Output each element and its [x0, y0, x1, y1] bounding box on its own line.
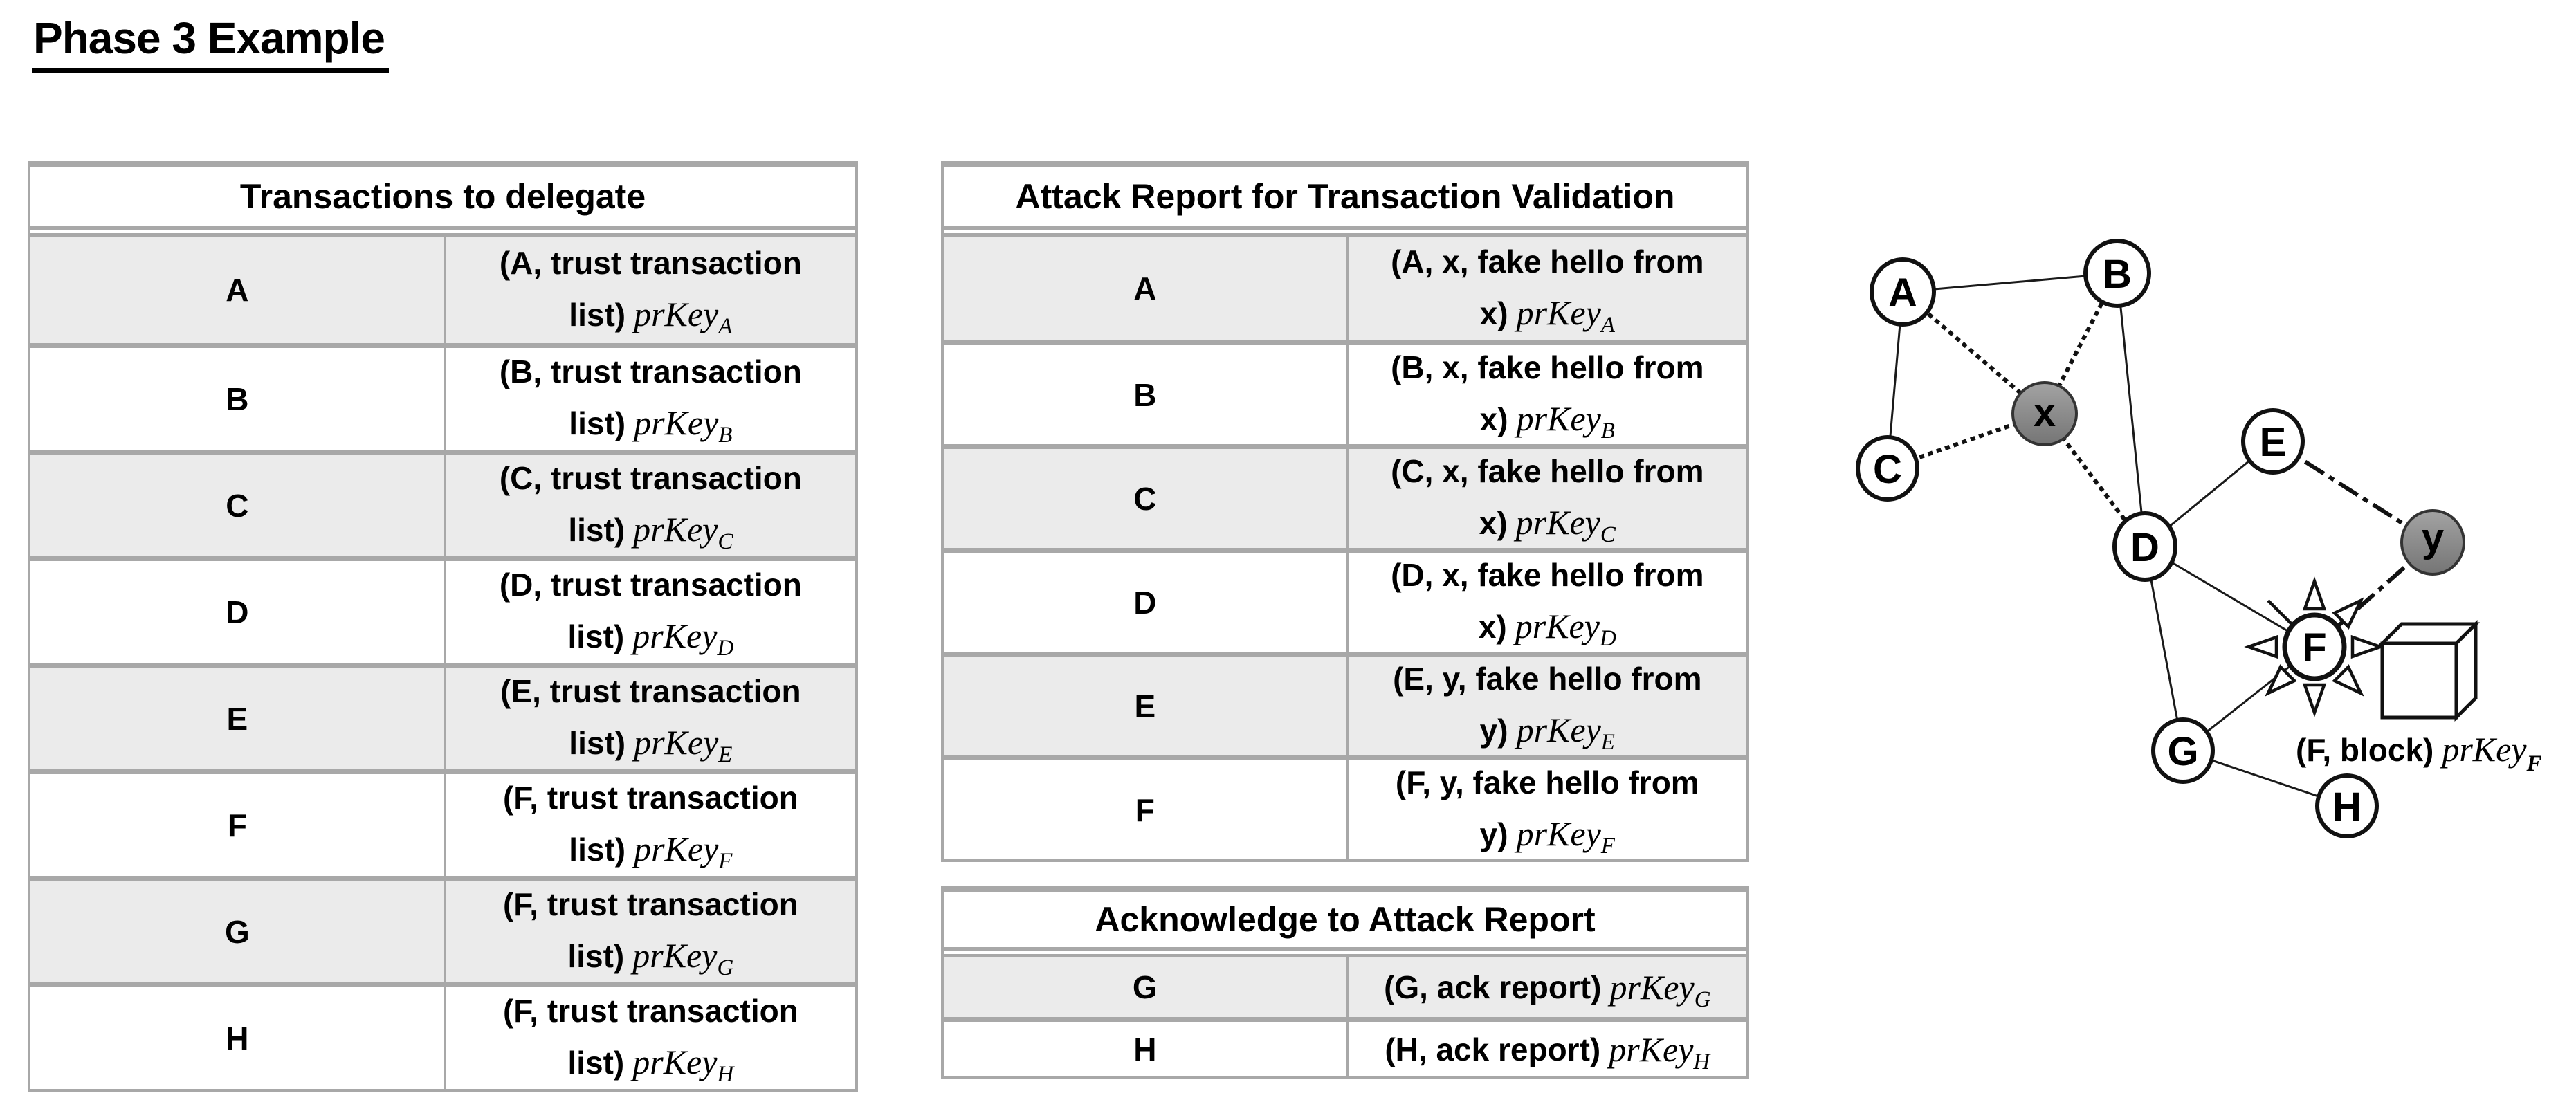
prkey-math: prKey$_H$: [1609, 1029, 1710, 1074]
acknowledge-table: [941, 886, 1749, 1079]
node-h-label: H: [2332, 785, 2362, 830]
table-row: [944, 1017, 1746, 1076]
node-id-cell: F: [30, 774, 446, 876]
signed-message-cell: (F, trust transaction list) prKey$_H$: [502, 993, 798, 1088]
signed-message-cell: (A, x, fake hello from x) prKey$_A$: [1391, 243, 1704, 338]
edge-b-d: [2117, 273, 2145, 547]
prkey-math: prKey$_F$: [1516, 814, 1615, 859]
node-id-cell: B: [30, 348, 446, 450]
prkey-math: prKey$_G$: [1609, 968, 1711, 1012]
signed-message-cell: (C, trust transaction list) prKey$_C$: [499, 460, 802, 555]
signed-message-cell: (E, y, fake hello from y) prKey$_E$: [1393, 661, 1702, 755]
node-B: [2085, 241, 2149, 306]
signed-message-cell: (F, trust transaction list) prKey$_G$: [502, 886, 798, 981]
prkey-math: prKey$_B$: [1516, 399, 1615, 444]
node-id-cell: B: [944, 345, 1349, 444]
node-id-cell: C: [30, 455, 446, 556]
prkey-math: prKey$_F$: [634, 830, 733, 874]
table-row: [30, 769, 855, 876]
table-title: Acknowledge to Attack Report: [1095, 900, 1596, 939]
table-row: [30, 237, 855, 343]
table-row: [944, 548, 1746, 652]
table-row: [944, 957, 1746, 1017]
node-H: [2317, 776, 2377, 836]
signed-message-cell: (B, x, fake hello from x) prKey$_B$: [1391, 349, 1704, 444]
signed-message-cell: (F, y, fake hello from y) prKey$_F$: [1395, 764, 1699, 859]
node-y-attacker: [2402, 511, 2464, 574]
table-row: [30, 982, 855, 1089]
network-diagram: [1799, 208, 2576, 1109]
header-divider: [944, 947, 1746, 957]
prkey-math: prKey$_E$: [634, 723, 733, 768]
node-x-label: x: [2033, 390, 2056, 435]
transactions-to-delegate-table: [28, 161, 858, 1092]
table-row: [30, 663, 855, 769]
block-cube-icon: [2382, 624, 2476, 717]
node-id-cell: D: [30, 561, 446, 663]
signed-message-cell: (F, trust transaction list) prKey$_F$: [502, 780, 798, 874]
node-id-cell: H: [30, 987, 446, 1089]
node-id-cell: A: [944, 237, 1349, 340]
prkey-math: prKey$_H$: [632, 1043, 734, 1088]
prkey-math: prKey$_C$: [1515, 503, 1616, 548]
node-b-label: B: [2103, 252, 2132, 297]
node-id-cell: F: [944, 760, 1349, 859]
node-g-label: G: [2167, 729, 2199, 774]
node-D: [2114, 513, 2175, 580]
node-f-label: F: [2302, 625, 2327, 670]
signed-message-cell: (D, x, fake hello from x) prKey$_D$: [1391, 557, 1704, 652]
table-row: [30, 450, 855, 556]
prkey-math: prKey$_B$: [634, 403, 733, 448]
node-id-cell: H: [944, 1022, 1349, 1076]
table-row: [944, 444, 1746, 548]
node-A: [1872, 259, 1934, 324]
node-id-cell: D: [944, 553, 1349, 652]
node-C: [1858, 437, 1917, 499]
prkey-math: prKey$_A$: [1516, 293, 1615, 338]
prkey-math: prKey$_G$: [632, 936, 734, 981]
signed-message-cell: (E, trust transaction list) prKey$_E$: [500, 673, 801, 768]
node-e-label: E: [2259, 420, 2287, 465]
page-title: Phase 3 Example: [32, 12, 389, 73]
block-message-label: (F, block) prKey$_F$: [2296, 730, 2542, 776]
node-id-cell: A: [30, 237, 446, 343]
prkey-math: prKey$_D$: [1515, 607, 1616, 652]
prkey-math: prKey$_D$: [632, 616, 734, 661]
signed-message-cell: (H, ack report) prKey$_H$: [1385, 1029, 1710, 1074]
node-x-attacker: [2013, 383, 2076, 445]
node-id-cell: E: [944, 657, 1349, 755]
table-row: [30, 556, 855, 663]
table-row: [944, 755, 1746, 859]
signed-message-cell: (A, trust transaction list) prKey$_A$: [499, 244, 802, 339]
signed-message-cell: (G, ack report) prKey$_G$: [1384, 968, 1711, 1012]
prkey-math: prKey$_E$: [1516, 711, 1615, 755]
table-row: [30, 876, 855, 982]
signed-message-cell: (B, trust transaction list) prKey$_B$: [499, 354, 802, 448]
prkey-math: prKey$_A$: [634, 294, 733, 339]
table-row: [944, 237, 1746, 340]
node-G: [2153, 720, 2213, 782]
table-title: Transactions to delegate: [239, 177, 646, 216]
header-divider: [30, 226, 855, 237]
signed-message-cell: (D, trust transaction list) prKey$_D$: [499, 567, 802, 661]
node-id-cell: C: [944, 449, 1349, 548]
prkey-math: prKey$_C$: [633, 510, 733, 555]
node-id-cell: G: [30, 881, 446, 982]
node-c-label: C: [1873, 447, 1902, 492]
node-d-label: D: [2130, 525, 2159, 570]
node-a-label: A: [1888, 271, 1917, 315]
table-row: [944, 340, 1746, 444]
signed-message-cell: (C, x, fake hello from x) prKey$_C$: [1391, 453, 1704, 548]
header-divider: [944, 226, 1746, 237]
node-y-label: y: [2421, 515, 2445, 560]
node-F-under-attack: [2285, 615, 2344, 679]
node-id-cell: E: [30, 668, 446, 769]
table-row: [30, 343, 855, 450]
table-row: [944, 652, 1746, 755]
node-E: [2243, 410, 2303, 473]
table-title: Attack Report for Transaction Validation: [1015, 177, 1675, 216]
attack-report-table: [941, 161, 1749, 862]
node-id-cell: G: [944, 957, 1349, 1017]
